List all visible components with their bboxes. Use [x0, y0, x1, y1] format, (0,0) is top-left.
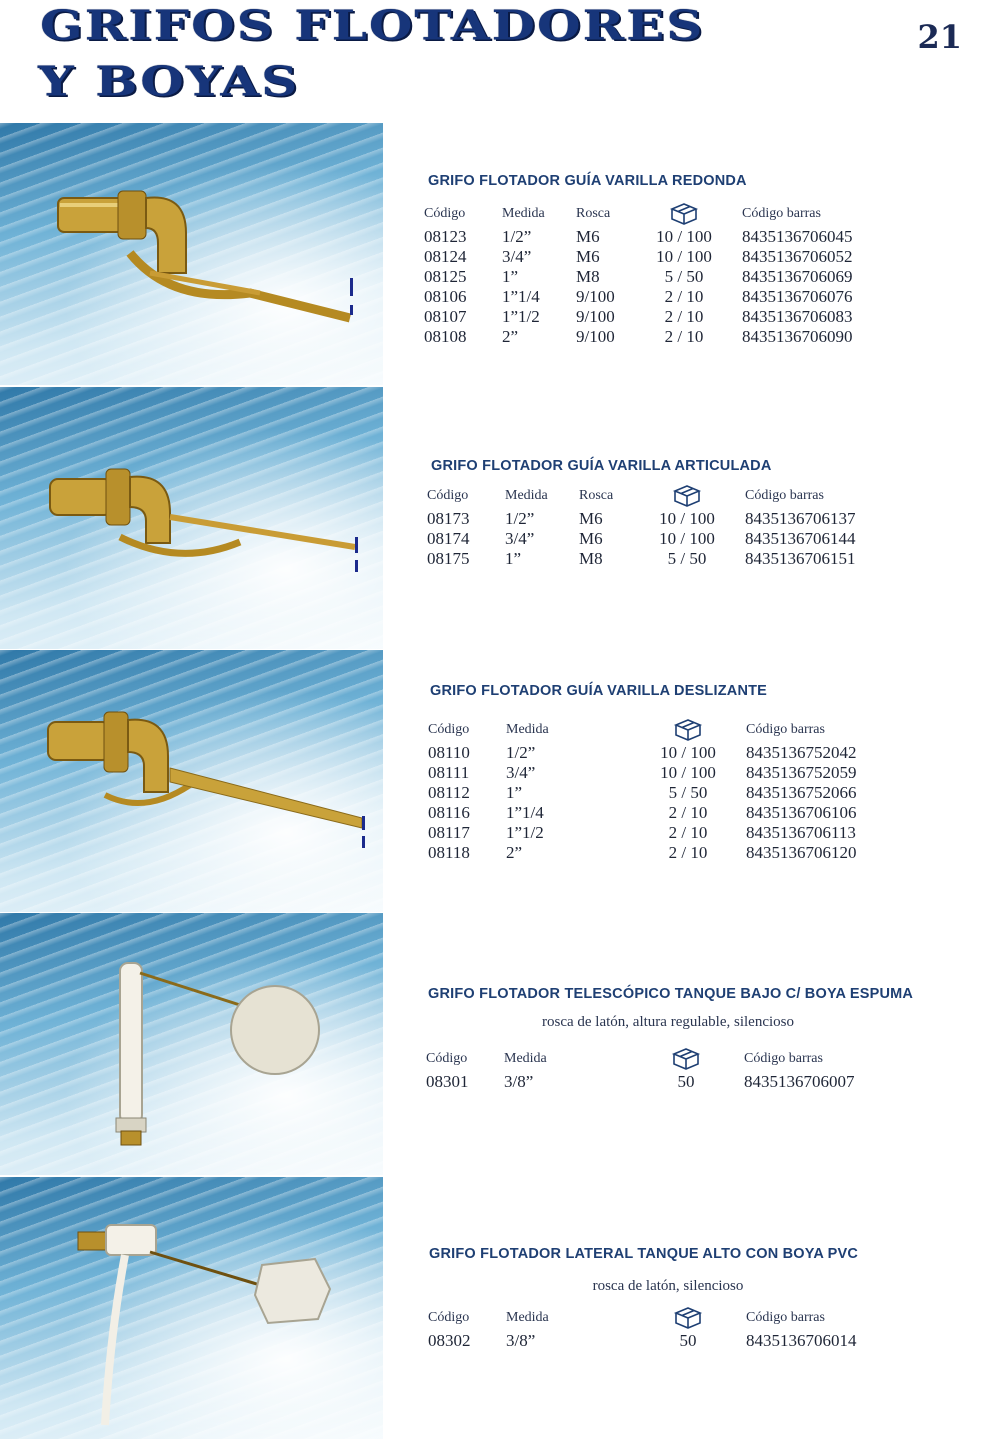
header-codigo: Código — [426, 1051, 468, 1066]
product-photo — [0, 1177, 383, 1439]
box-icon — [673, 1307, 703, 1329]
cell-embalaje: 10 / 100 — [656, 227, 712, 246]
cell-barras: 8435136706083 — [742, 307, 853, 326]
cell-rosca: M6 — [579, 509, 603, 528]
cell-rosca: 9/100 — [576, 327, 615, 346]
product-table — [424, 1305, 900, 1351]
cell-barras: 8435136706106 — [746, 803, 857, 822]
section-description: rosca de latón, altura regulable, silencioso — [542, 1014, 794, 1030]
cell-codigo: 08174 — [427, 529, 470, 548]
box-icon — [673, 719, 703, 741]
cell-embalaje: 2 / 10 — [664, 327, 704, 346]
cell-medida: 3/4” — [506, 763, 536, 782]
cell-barras: 8435136706052 — [742, 247, 853, 266]
product-table — [424, 717, 900, 863]
product-photo — [0, 913, 383, 1175]
title-line-2: Y BOYAS — [38, 56, 300, 106]
cell-barras: 8435136706076 — [742, 287, 853, 306]
table-header-row — [424, 717, 900, 743]
header-medida: Medida — [505, 488, 548, 503]
cell-codigo: 08112 — [428, 783, 470, 802]
cell-embalaje: 10 / 100 — [660, 743, 716, 762]
cell-codigo: 08125 — [424, 267, 467, 286]
table-row — [424, 1331, 900, 1351]
cell-medida: 1/2” — [506, 743, 536, 762]
brass-float-valve-image — [0, 123, 383, 385]
table-row — [420, 307, 896, 327]
cell-medida: 1” — [506, 783, 523, 802]
table-header-row — [422, 1046, 898, 1072]
cell-codigo: 08111 — [428, 763, 470, 782]
section-heading: GRIFO FLOTADOR GUÍA VARILLA DESLIZANTE — [430, 683, 768, 699]
header-rosca: Rosca — [579, 488, 614, 503]
product-table — [423, 483, 899, 569]
header-medida: Medida — [506, 1310, 549, 1325]
cell-barras: 8435136752042 — [746, 743, 857, 762]
cell-codigo: 08117 — [428, 823, 470, 842]
header-codigo: Código — [428, 722, 470, 737]
cell-embalaje: 10 / 100 — [659, 529, 715, 548]
table-row — [420, 287, 896, 307]
cell-rosca: M6 — [576, 227, 600, 246]
cell-embalaje: 2 / 10 — [664, 307, 704, 326]
header-codigo: Código — [427, 488, 469, 503]
cell-barras: 8435136706137 — [745, 509, 856, 528]
table-row — [420, 227, 896, 247]
cell-embalaje: 10 / 100 — [659, 509, 715, 528]
cell-medida: 1/2” — [502, 227, 532, 246]
box-icon — [672, 485, 702, 507]
section-heading: GRIFO FLOTADOR GUÍA VARILLA ARTICULADA — [431, 458, 772, 474]
cell-embalaje: 2 / 10 — [668, 803, 708, 822]
cell-barras: 8435136706120 — [746, 843, 857, 862]
cell-medida: 1/2” — [505, 509, 535, 528]
brass-float-valve-image — [0, 650, 383, 912]
product-photo — [0, 123, 383, 385]
cell-barras: 8435136706144 — [745, 529, 856, 548]
lateral-float-valve-image — [0, 1177, 383, 1439]
cell-embalaje: 5 / 50 — [664, 267, 704, 286]
cell-codigo: 08108 — [424, 327, 467, 346]
cell-barras: 8435136706045 — [742, 227, 853, 246]
header-codigo-barras: Código barras — [746, 1310, 825, 1325]
cell-codigo: 08173 — [427, 509, 470, 528]
table-header-row — [423, 483, 899, 509]
header-box — [630, 201, 738, 227]
cell-embalaje: 10 / 100 — [656, 247, 712, 266]
product-section-telescopico — [0, 913, 1000, 1175]
cell-codigo: 08106 — [424, 287, 467, 306]
header-box — [632, 1046, 740, 1072]
cell-embalaje: 5 / 50 — [667, 549, 707, 568]
cell-medida: 3/4” — [505, 529, 535, 548]
table-row — [424, 743, 900, 763]
cell-medida: 3/8” — [506, 1331, 536, 1350]
header-codigo: Código — [428, 1310, 470, 1325]
product-table — [422, 1046, 898, 1092]
cell-barras: 8435136706151 — [745, 549, 856, 568]
cell-medida: 1”1/4 — [506, 803, 544, 822]
header-medida: Medida — [502, 206, 545, 221]
cell-medida: 1”1/2 — [506, 823, 544, 842]
product-section-varilla-articulada — [0, 387, 1000, 649]
table-row — [424, 803, 900, 823]
cell-embalaje: 2 / 10 — [668, 843, 708, 862]
cell-barras: 8435136706007 — [744, 1072, 855, 1091]
table-row — [420, 327, 896, 347]
cell-codigo: 08175 — [427, 549, 470, 568]
table-row — [420, 247, 896, 267]
cell-codigo: 08116 — [428, 803, 470, 822]
table-row — [424, 783, 900, 803]
cell-rosca: 9/100 — [576, 307, 615, 326]
header-medida: Medida — [506, 722, 549, 737]
header-codigo-barras: Código barras — [745, 488, 824, 503]
header-codigo-barras: Código barras — [746, 722, 825, 737]
cell-embalaje: 50 — [679, 1331, 697, 1350]
product-section-lateral — [0, 1177, 1000, 1439]
cell-medida: 3/4” — [502, 247, 532, 266]
header-rosca: Rosca — [576, 206, 611, 221]
section-description: rosca de latón, silencioso — [592, 1278, 744, 1294]
cell-medida: 1”1/2 — [502, 307, 540, 326]
cell-medida: 1” — [505, 549, 522, 568]
cell-rosca: M8 — [579, 549, 603, 568]
table-row — [420, 267, 896, 287]
cell-barras: 8435136752066 — [746, 783, 857, 802]
box-icon — [669, 203, 699, 225]
cell-medida: 1”1/4 — [502, 287, 540, 306]
section-heading: GRIFO FLOTADOR LATERAL TANQUE ALTO CON BOYA PVC — [429, 1246, 859, 1262]
cell-codigo: 08123 — [424, 227, 467, 246]
product-section-varilla-deslizante — [0, 650, 1000, 912]
table-row — [423, 549, 899, 569]
cell-medida: 2” — [502, 327, 519, 346]
cell-medida: 3/8” — [504, 1072, 534, 1091]
product-section-varilla-redonda — [0, 123, 1000, 385]
product-table — [420, 201, 896, 347]
cell-codigo: 08302 — [428, 1331, 471, 1350]
section-heading: GRIFO FLOTADOR TELESCÓPICO TANQUE BAJO C/ BOYA ESPUMA — [428, 986, 914, 1002]
table-row — [423, 529, 899, 549]
header-box — [634, 1305, 742, 1331]
product-photo — [0, 387, 383, 649]
header-codigo-barras: Código barras — [742, 206, 821, 221]
cell-barras: 8435136706014 — [746, 1331, 857, 1350]
header-codigo: Código — [424, 206, 466, 221]
cell-codigo: 08124 — [424, 247, 467, 266]
cell-codigo: 08118 — [428, 843, 470, 862]
table-header-row — [420, 201, 896, 227]
cell-embalaje: 2 / 10 — [664, 287, 704, 306]
cell-barras: 8435136752059 — [746, 763, 857, 782]
cell-codigo: 08110 — [428, 743, 470, 762]
cell-barras: 8435136706069 — [742, 267, 853, 286]
cell-medida: 2” — [506, 843, 523, 862]
section-heading: GRIFO FLOTADOR GUÍA VARILLA REDONDA — [428, 173, 747, 189]
page-number: 21 — [917, 18, 962, 56]
cell-rosca: M6 — [579, 529, 603, 548]
cell-barras: 8435136706113 — [746, 823, 856, 842]
cell-barras: 8435136706090 — [742, 327, 853, 346]
cell-embalaje: 50 — [677, 1072, 695, 1091]
header-medida: Medida — [504, 1051, 547, 1066]
cell-rosca: M6 — [576, 247, 600, 266]
table-row — [423, 509, 899, 529]
table-row — [424, 763, 900, 783]
cell-codigo: 08301 — [426, 1072, 469, 1091]
header-codigo-barras: Código barras — [744, 1051, 823, 1066]
product-photo — [0, 650, 383, 912]
table-header-row — [424, 1305, 900, 1331]
title-line-1: GRIFOS FLOTADORES — [40, 0, 705, 50]
box-icon — [671, 1048, 701, 1070]
cell-codigo: 08107 — [424, 307, 467, 326]
brass-float-valve-image — [0, 387, 383, 649]
table-row — [422, 1072, 898, 1092]
cell-rosca: 9/100 — [576, 287, 615, 306]
table-row — [424, 843, 900, 863]
cell-rosca: M8 — [576, 267, 600, 286]
cell-medida: 1” — [502, 267, 519, 286]
table-row — [424, 823, 900, 843]
cell-embalaje: 2 / 10 — [668, 823, 708, 842]
header-box — [633, 483, 741, 509]
cell-embalaje: 5 / 50 — [668, 783, 708, 802]
telescopic-float-valve-image — [0, 913, 383, 1175]
cell-embalaje: 10 / 100 — [660, 763, 716, 782]
header-box — [634, 717, 742, 743]
